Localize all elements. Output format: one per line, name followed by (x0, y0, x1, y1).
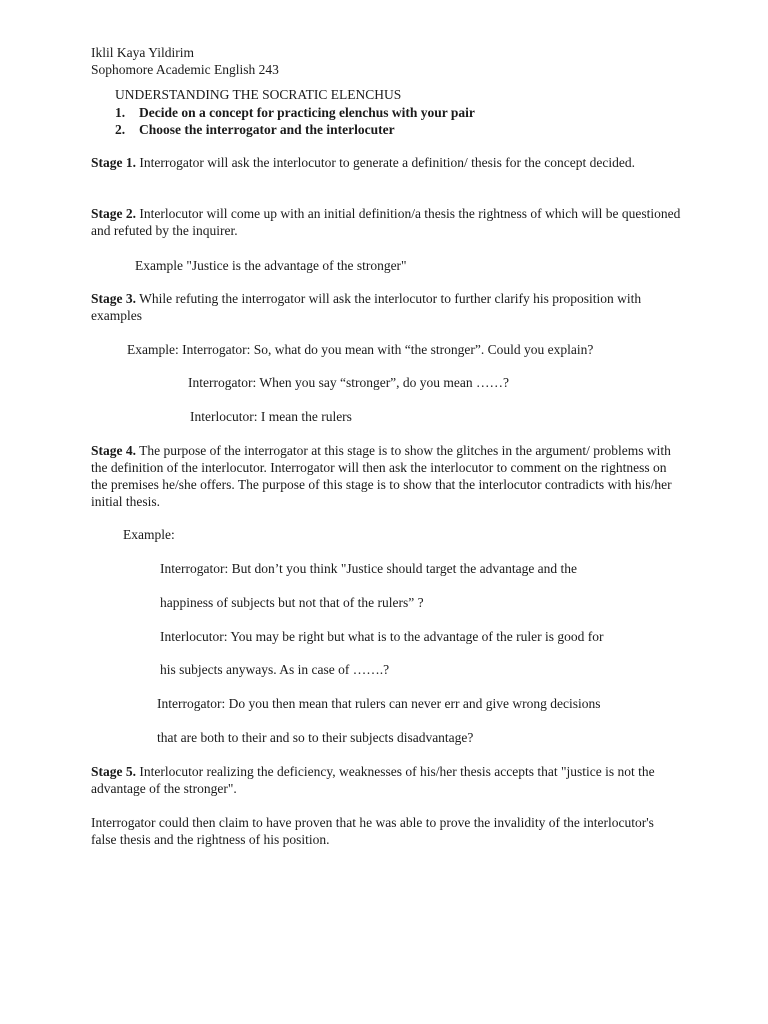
stage-3-example-line: Interlocutor: I mean the rulers (190, 409, 352, 424)
stage-1-label: Stage 1. (91, 155, 136, 170)
stage-4-dialogue-line: that are both to their and so to their subjects disadvantage? (157, 730, 474, 745)
document-title: UNDERSTANDING THE SOCRATIC ELENCHUS (115, 87, 402, 102)
stage-4-dialogue-line: Interrogator: Do you then mean that rulers can never err and give wrong decisions (157, 696, 601, 711)
stage-5-text: Interlocutor realizing the deficiency, weaknesses of his/her thesis accepts that "justice is not the advantage of the stronger". (91, 764, 655, 796)
stage-2-example: Example "Justice is the advantage of the stronger" (135, 258, 407, 273)
stage-4-dialogue-line: Interrogator: But don’t you think "Justice should target the advantage and the (160, 561, 578, 576)
stage-3-label: Stage 3. (91, 291, 136, 306)
instruction-number: 1. (115, 105, 126, 120)
stage-4-dialogue-line: happiness of subjects but not that of the rulers” ? (160, 595, 424, 610)
stage-4-label: Stage 4. (91, 443, 136, 458)
stage-1-paragraph (91, 154, 681, 171)
stage-5-paragraph (91, 763, 681, 797)
author-name: Iklil Kaya Yildirim (91, 45, 194, 60)
stage-4-paragraph (91, 442, 681, 510)
stage-5-label: Stage 5. (91, 764, 136, 779)
stage-3-example-line: Example: Interrogator: So, what do you mean with “the stronger”. Could you explain? (127, 342, 594, 357)
stage-3-example-line: Interrogator: When you say “stronger”, do you mean ……? (188, 375, 510, 390)
instruction-number: 2. (115, 122, 126, 137)
stage-4-dialogue-line: Interlocutor: You may be right but what is to the advantage of the ruler is good for (160, 629, 604, 644)
instruction-text: Decide on a concept for practicing elenchus with your pair (139, 105, 475, 120)
stage-2-label: Stage 2. (91, 206, 136, 221)
course-name: Sophomore Academic English 243 (91, 62, 279, 77)
stage-1-text: Interrogator will ask the interlocutor to generate a definition/ thesis for the concept decided. (136, 155, 635, 170)
stage-2-text: Interlocutor will come up with an initial definition/a thesis the rightness of which will be questioned and refuted by the inquirer. (91, 206, 681, 238)
stage-4-text: The purpose of the interrogator at this stage is to show the glitches in the argument/ problems with the definition of the interlocutor. Interrogator will then ask the interlocutor to comment on the rightness on the premises he/she offers. The purpose of this stage is to show that the interlocutor contradicts with his/her initial thesis. (91, 443, 672, 509)
instruction-text: Choose the interrogator and the interlocuter (139, 122, 395, 137)
stage-3-text: While refuting the interrogator will ask the interlocutor to further clarify his proposition with examples (91, 291, 642, 323)
conclusion-paragraph (91, 814, 681, 848)
conclusion-text: Interrogator could then claim to have proven that he was able to prove the invalidity of the interlocutor's false thesis and the rightness of his position. (91, 815, 654, 847)
stage-2-paragraph (91, 205, 681, 239)
stage-4-example-label: Example: (123, 527, 175, 542)
stage-3-paragraph (91, 290, 681, 324)
stage-4-dialogue-line: his subjects anyways. As in case of …….? (160, 662, 390, 677)
